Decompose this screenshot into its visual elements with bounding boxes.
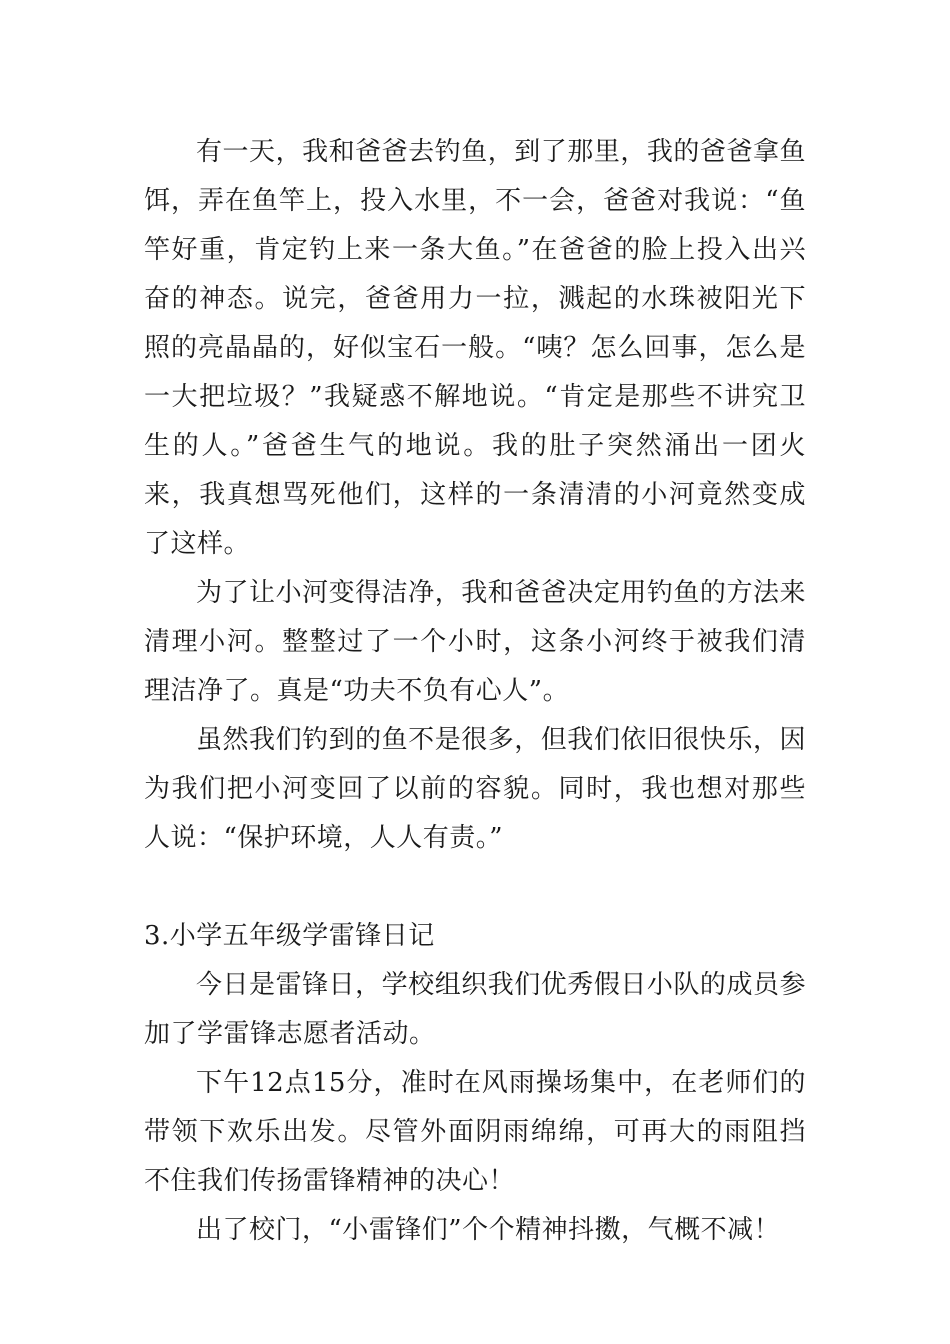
paragraph-conclusion: 虽然我们钓到的鱼不是很多，但我们依旧很快乐，因为我们把小河变回了以前的容貌。同时，我也想对那些人说：“保护环境，人人有责。”	[144, 725, 806, 853]
paragraph-departure: 下午12点15分，准时在风雨操场集中，在老师们的带领下欢乐出发。尽管外面阴雨绵绵，可再大的雨阻挡不住我们传扬雷锋精神的决心！	[144, 1068, 806, 1196]
paragraph-fishing-story: 有一天，我和爸爸去钓鱼，到了那里，我的爸爸拿鱼饵，弄在鱼竿上，投入水里，不一会，爸爸对我说：“鱼竿好重，肯定钓上来一条大鱼。”在爸爸的脸上投入出兴奋的神态。说完，爸爸用力一拉，溅起的水珠被阳光下照的亮晶晶的，好似宝石一般。“咦？怎么回事，怎么是一大把垃圾？”我疑惑不解地说。“肯定是那些不讲究卫生的人。”爸爸生气的地说。我的肚子突然涌出一团火来，我真想骂死他们，这样的一条清清的小河竟然变成了这样。	[144, 137, 806, 559]
paragraph-lei-feng-day: 今日是雷锋日，学校组织我们优秀假日小队的成员参加了学雷锋志愿者活动。	[144, 970, 806, 1049]
document-body	[144, 128, 806, 1255]
paragraph-cleaning-river: 为了让小河变得洁净，我和爸爸决定用钓鱼的方法来清理小河。整整过了一个小时，这条小河终于被我们清理洁净了。真是“功夫不负有心人”。	[144, 578, 806, 706]
section-heading: 3.小学五年级学雷锋日记	[144, 921, 435, 951]
paragraph-school-gate: 出了校门，“小雷锋们”个个精神抖擞，气概不减！	[196, 1215, 781, 1245]
